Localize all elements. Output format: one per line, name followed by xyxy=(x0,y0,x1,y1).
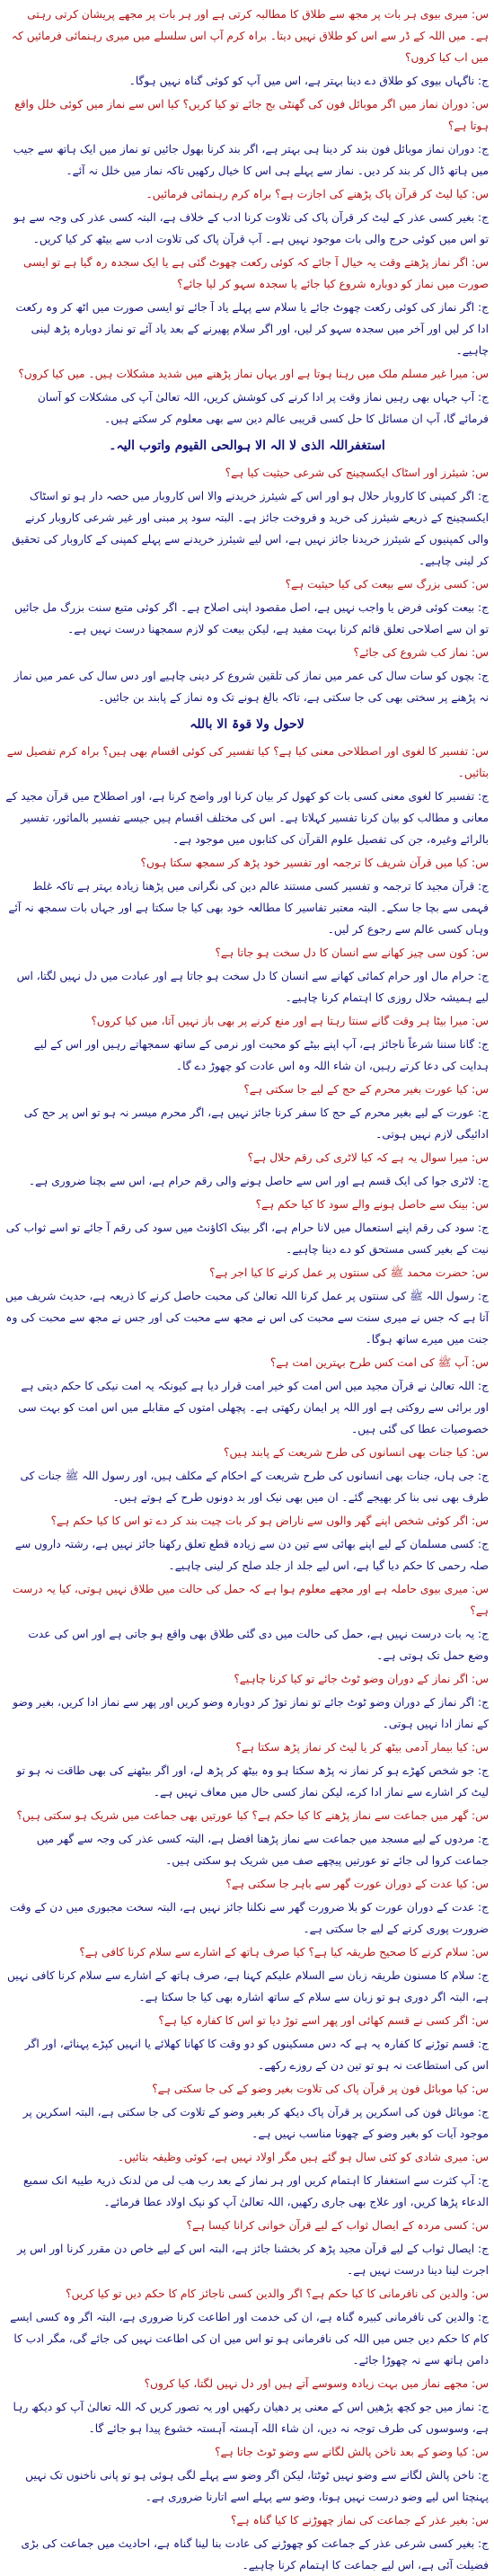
answer-text: ج: اگر نماز کی کوئی رکعت چھوٹ جائے یا سلام سے پہلے یاد آ جائے تو ایسی صورت میں اٹھ کر وہ رکعت ادا کر لیں اور آخر میں سجدہ سہو کر لیں، اور اگر سلام پھیرنے کے بعد یاد آئے تو نماز دوبارہ پڑھ لینی چاہیے۔ xyxy=(15,301,489,357)
answer-text: ج: تفسیر کا لغوی معنی کسی بات کو کھول کر بیان کرنا اور واضح کرنا ہے، اور اصطلاح میں قرآن مجید کے معانی و مطالب کو بیان کرنا تفسیر کہلاتا ہے۔ اس کی مختلف اقسام ہیں جیسے تفسیر بالماثور، تفسیر بالرائے وغیرہ، جن کی تفصیل علوم القرآن کی کتابوں میں موجود ہے۔ xyxy=(5,790,489,846)
answer-text: ج: بیعت کوئی فرض یا واجب نہیں ہے، اصل مقصود اپنی اصلاح ہے۔ اگر کوئی متبع سنت بزرگ مل جائیں تو ان سے اصلاحی تعلق قائم کرنا بہت مفید ہے، لیکن بیعت کو لازم سمجھنا درست نہیں ہے۔ xyxy=(14,601,489,635)
answer-text: ج: بغیر کسی شرعی عذر کے جماعت کو چھوڑنے کی عادت بنا لینا گناہ ہے، احادیث میں جماعت کی بڑی فضیلت آئی ہے، اس لیے جماعت کا اہتمام کرنا چاہیے۔ xyxy=(21,2537,489,2572)
question-text: س: کیا جنات بھی انسانوں کی طرح شریعت کے پابند ہیں؟ xyxy=(224,1446,489,1459)
question-text: س: والدین کی نافرمانی کا کیا حکم ہے؟ اگر والدین کسی ناجائز کام کا حکم دیں تو کیا کریں؟ xyxy=(66,2287,489,2300)
question-text: س: آپ ﷺ کی امت کس طرح بہترین امت ہے؟ xyxy=(269,1356,489,1369)
question-text: س: تفسیر کا لغوی اور اصطلاحی معنی کیا ہے؟ کیا تفسیر کی کوئی اقسام بھی ہیں؟ براہ کرم تفصیل سے بتائیں۔ xyxy=(6,745,489,779)
question-text: س: بغیر عذر کے جماعت کی نماز چھوڑنے کا کیا گناہ ہے؟ xyxy=(231,2514,489,2527)
question-text: س: میری بیوی حاملہ ہے اور مجھے معلوم ہوا ہے کہ حمل کی حالت میں طلاق نہیں ہوتی، کیا یہ درست ہے؟ xyxy=(13,1583,489,1617)
answer-text: ج: موبائل فون کی اسکرین پر قرآن پاک دیکھ کر بغیر وضو کے تلاوت کی جا سکتی ہے، البتہ اسکرین پر موجود آیات کو بغیر وضو کے چھونا مناسب نہیں ہے۔ xyxy=(22,2106,489,2140)
question-text: س: کیا موبائل فون پر قرآن پاک کی تلاوت بغیر وضو کے کی جا سکتی ہے؟ xyxy=(152,2083,489,2095)
answer-text: ج: سود کی رقم اپنے استعمال میں لانا حرام ہے، اگر بینک اکاؤنٹ میں سود کی رقم آ جائے تو اسے ثواب کی نیت کے بغیر کسی مستحق کو دے دینا چاہیے۔ xyxy=(5,1221,489,1256)
answer-text: ج: اللہ تعالیٰ نے قرآن مجید میں اس امت کو خیر امت قرار دیا ہے کیونکہ یہ امت نیکی کا حکم دیتی ہے اور برائی سے روکتی ہے اور اللہ پر ایمان رکھتی ہے۔ پچھلی امتوں کے مقابلے میں اس امت کو بہت سی خصوصیات عطا کی گئی ہیں۔ xyxy=(18,1380,489,1435)
answer-text: ج: قرآن مجید کا ترجمہ و تفسیر کسی مستند عالم دین کی نگرانی میں پڑھنا زیادہ بہتر ہے تاکہ غلط فہمی سے بچا جا سکے۔ البتہ معتبر تفاسیر کا مطالعہ خود بھی کیا جا سکتا ہے اور جہاں بات سمجھ نہ آئے وہاں کسی عالم سے رجوع کر لیں۔ xyxy=(8,880,489,936)
question-text: س: اگر کسی نے قسم کھائی اور پھر اسے توڑ دیا تو اس کا کفارہ کیا ہے؟ xyxy=(158,2014,489,2027)
question-text: س: میرا بیٹا ہر وقت گانے سنتا رہتا ہے اور منع کرنے پر بھی باز نہیں آتا، میں کیا کروں؟ xyxy=(91,1015,489,1027)
answer-text: ج: ایصال ثواب کے لیے قرآن مجید پڑھ کر بخشنا جائز ہے، البتہ اس کے لیے خاص دن مقرر کرنا اور اس پر اجرت لینا دینا درست نہیں ہے۔ xyxy=(17,2243,489,2277)
question-text: س: کیا عدت کے دوران عورت گھر سے باہر جا سکتی ہے؟ xyxy=(225,1878,489,1890)
answer-text: ج: جی ہاں، جنات بھی انسانوں کی طرح شریعت کے احکام کے مکلف ہیں، اور رسول اللہ ﷺ جنات کی طرف بھی نبی بنا کر بھیجے گئے۔ ان میں بھی نیک اور بد دونوں طرح کے ہوتے ہیں۔ xyxy=(20,1470,489,1504)
answer-text: ج: جو شخص کھڑے ہو کر نماز نہ پڑھ سکتا ہو وہ بیٹھ کر پڑھ لے، اور اگر بیٹھنے کی بھی طاقت نہ ہو تو لیٹ کر اشارے سے نماز ادا کرے، لیکن نماز کسی حال میں معاف نہیں ہے۔ xyxy=(16,1764,489,1799)
question-text: س: کیا بیمار آدمی بیٹھ کر یا لیٹ کر نماز پڑھ سکتا ہے؟ xyxy=(235,1741,489,1754)
answer-text: ج: حرام مال اور حرام کمائی کھانے سے انسان کا دل سخت ہو جاتا ہے اور عبادت میں دل نہیں لگتا، اس لیے ہمیشہ حلال روزی کا اہتمام کرنا چاہیے۔ xyxy=(16,970,489,1004)
question-text: س: کسی مردہ کے ایصال ثواب کے لیے قرآن خوانی کرانا کیسا ہے؟ xyxy=(186,2219,489,2232)
question-text: س: میری شادی کو کئی سال ہو گئے ہیں مگر اولاد نہیں ہے، کوئی وظیفہ بتائیں۔ xyxy=(118,2151,489,2163)
question-text: س: اگر نماز پڑھتے وقت یہ خیال آ جائے کہ کوئی رکعت چھوٹ گئی ہے یا ایک سجدہ رہ گیا ہے تو ایسی صورت میں نماز کو دوبارہ شروع کیا جائے یا سجدہ سہو کر لیا جائے؟ xyxy=(22,256,489,290)
answer-text: ج: عدت کے دوران عورت کو بلا ضرورت گھر سے نکلنا جائز نہیں ہے، البتہ سخت مجبوری میں دن کے وقت ضرورت پوری کرنے کے لیے جا سکتی ہے۔ xyxy=(9,1901,489,1935)
question-text: س: کیا عورت بغیر محرم کے حج کے لیے جا سکتی ہے؟ xyxy=(243,1083,489,1096)
answer-text: ج: آپ جہاں بھی رہیں نماز وقت پر ادا کرنے کی کوشش کریں، اللہ تعالیٰ آپ کی مشکلات کو آسان فرمائے گا، آپ ان مسائل کا حل کسی قریبی عالم دین سے بھی معلوم کر سکتے ہیں۔ xyxy=(37,391,489,425)
question-text: س: کسی بزرگ سے بیعت کی کیا حیثیت ہے؟ xyxy=(285,578,489,591)
question-text: س: دوران نماز میں اگر موبائل فون کی گھنٹی بج جائے تو کیا کریں؟ کیا اس سے نماز میں کوئی خلل واقع ہوتا ہے؟ xyxy=(14,98,489,132)
question-text: س: کیا میں قرآن شریف کا ترجمہ اور تفسیر خود پڑھ کر سمجھ سکتا ہوں؟ xyxy=(140,857,489,869)
question-text: س: گھر میں جماعت سے نماز پڑھنے کا کیا حکم ہے؟ کیا عورتیں بھی جماعت میں شریک ہو سکتی ہیں؟ xyxy=(16,1809,489,1822)
question-text: س: سلام کرنے کا صحیح طریقہ کیا ہے؟ کیا صرف ہاتھ کے اشارے سے سلام کرنا کافی ہے؟ xyxy=(79,1946,489,1959)
answer-text: ج: آپ کثرت سے استغفار کا اہتمام کریں اور ہر نماز کے بعد رب ھب لی من لدنک ذریۃ طیبۃ انک سمیع الدعاء پڑھا کریں، اور علاج بھی جاری رکھیں، اللہ تعالیٰ آپ کو نیک اولاد عطا فرمائے۔ xyxy=(22,2174,489,2208)
question-text: س: اگر کوئی شخص اپنے گھر والوں سے ناراض ہو کر بات چیت بند کر دے تو اس کا کیا حکم ہے؟ xyxy=(50,1515,489,1527)
section-heading: لاحول ولا قوۃ الا باللہ xyxy=(190,717,304,732)
question-text: س: شیئرز اور اسٹاک ایکسچینج کی شرعی حیثیت کیا ہے؟ xyxy=(225,466,489,479)
question-text: س: کیا لیٹ کر قرآن پاک پڑھنے کی اجازت ہے؟ براہ کرم رہنمائی فرمائیں۔ xyxy=(146,188,489,200)
question-text: س: اگر نماز کے دوران وضو ٹوٹ جائے تو کیا کرنا چاہیے؟ xyxy=(234,1673,489,1685)
answer-text: ج: والدین کی نافرمانی کبیرہ گناہ ہے، ان کی خدمت اور اطاعت کرنا ضروری ہے، البتہ اگر وہ کسی ایسے کام کا حکم دیں جس میں اللہ کی نافرمانی ہو تو اس میں ان کی اطاعت نہیں کی جائے گی، مگر ادب کا دامن ہاتھ سے نہ چھوڑا جائے۔ xyxy=(10,2311,489,2367)
answer-text: ج: یہ بات درست نہیں ہے، حمل کی حالت میں دی گئی طلاق بھی واقع ہو جاتی ہے اور اس کی عدت وضع حمل تک ہوتی ہے۔ xyxy=(28,1628,489,1662)
answer-text: ج: اگر کمپنی کا کاروبار حلال ہو اور اس کے شیئرز خریدنے والا اس کاروبار میں حصہ دار ہو تو اسٹاک ایکسچینج کے ذریعے شیئرز کی خرید و فروخت جائز ہے۔ البتہ سود پر مبنی اور غیر شرعی کاروبار کرنے والی کمپنیوں کے شیئرز خریدنا جائز نہیں ہے، اس لیے شیئرز خریدنے سے پہلے کمپنی کے کاروبار کی تحقیق کر لینی چاہیے۔ xyxy=(12,490,489,567)
answer-text: ج: رسول اللہ ﷺ کی سنتوں پر عمل کرنا اللہ تعالیٰ کی محبت حاصل کرنے کا ذریعہ ہے، حدیث شریف میں آتا ہے کہ جس نے میری سنت سے محبت کی اس نے مجھ سے محبت کی اور جس نے مجھ سے محبت کی وہ جنت میں میرے ساتھ ہوگا۔ xyxy=(5,1290,489,1346)
answer-text: ج: ناخن پالش لگانے سے وضو نہیں ٹوٹتا، لیکن اگر وضو سے پہلے لگی ہوئی ہو تو پانی ناخنوں تک نہیں پہنچتا اس لیے وضو درست نہیں ہوتا، وضو سے پہلے اسے اتارنا ضروری ہے۔ xyxy=(25,2469,489,2503)
answer-text: ج: کسی مسلمان کے لیے اپنے بھائی سے تین دن سے زیادہ قطع تعلق رکھنا جائز نہیں ہے، رشتہ داروں سے صلہ رحمی کا حکم دیا گیا ہے، اس لیے جلد از جلد صلح کر لینی چاہیے۔ xyxy=(14,1538,489,1572)
question-text: س: مجھے نماز میں بہت زیادہ وسوسے آتے ہیں اور دل نہیں لگتا، کیا کروں؟ xyxy=(144,2377,489,2390)
answer-text: ج: اگر نماز کے دوران وضو ٹوٹ جائے تو نماز توڑ کر دوبارہ وضو کریں اور پھر سے نماز ادا کریں، بغیر وضو کے نماز ادا نہیں ہوتی۔ xyxy=(13,1696,489,1730)
section-heading: استغفراللہ الذی لا الہ الا ہوالحی القیوم واتوب الیہ۔ xyxy=(109,439,385,453)
answer-text: ج: مردوں کے لیے مسجد میں جماعت سے نماز پڑھنا افضل ہے، البتہ کسی عذر کی وجہ سے گھر میں جماعت کروا لی جائے تو عورتیں پیچھے صف میں شریک ہو سکتی ہیں۔ xyxy=(36,1833,489,1867)
answer-text: ج: بغیر کسی عذر کے لیٹ کر قرآن پاک کی تلاوت کرنا ادب کے خلاف ہے، البتہ کسی عذر کی وجہ سے ہو تو اس میں کوئی حرج والی بات موجود نہیں ہے۔ آپ قرآن پاک کی تلاوت ادب سے بیٹھ کر کیا کریں۔ xyxy=(13,211,489,245)
answer-text: ج: نماز میں جو کچھ پڑھیں اس کے معنی پر دھیان رکھیں اور یہ تصور کریں کہ اللہ تعالیٰ آپ کو دیکھ رہا ہے، وسوسوں کی طرف توجہ نہ دیں، ان شاء اللہ آہستہ آہستہ خشوع پیدا ہو جائے گا۔ xyxy=(13,2401,489,2435)
question-text: س: کون سی چیز کھانے سے انسان کا دل سخت ہو جاتا ہے؟ xyxy=(215,946,489,959)
question-text: س: نماز کب شروع کی جائے؟ xyxy=(353,646,489,659)
question-text: س: میرا غیر مسلم ملک میں رہنا ہوتا ہے اور یہاں نماز پڑھنے میں شدید مشکلات ہیں۔ میں کیا کروں؟ xyxy=(18,368,489,380)
answer-text: ج: دوران نماز موبائل فون بند کر دینا ہی بہتر ہے، اگر بند کرنا بھول جائیں تو نماز میں ایک ہاتھ سے جیب میں ہاتھ ڈال کر بند کر دیں۔ نماز سے پہلے ہی اس کا خیال رکھیں تاکہ نماز میں خلل نہ آئے۔ xyxy=(13,143,489,177)
question-text: س: کیا وضو کے بعد ناخن پالش لگانے سے وضو ٹوٹ جاتا ہے؟ xyxy=(215,2446,489,2458)
answer-text: ج: قسم توڑنے کا کفارہ یہ ہے کہ دس مسکینوں کو دو وقت کا کھانا کھلائے یا انہیں کپڑے پہنائے، اور اگر اس کی استطاعت نہ ہو تو تین دن کے روزے رکھے۔ xyxy=(24,2038,489,2072)
question-text: س: حضرت محمد ﷺ کی سنتوں پر عمل کرنے کا کیا اجر ہے؟ xyxy=(209,1266,489,1279)
answer-text: ج: لاٹری جوا کی ایک قسم ہے اور اس سے حاصل ہونے والی رقم حرام ہے، اس سے بچنا ضروری ہے۔ xyxy=(28,1175,489,1187)
answer-text: ج: سلام کا مسنون طریقہ زبان سے السلام علیکم کہنا ہے، صرف ہاتھ کے اشارے سے سلام کرنا کافی نہیں ہے، البتہ اگر دوری ہو تو زبان سے سلام کے ساتھ اشارہ بھی کیا جا سکتا ہے۔ xyxy=(7,1969,489,2003)
answer-text: ج: عورت کے لیے بغیر محرم کے حج کا سفر کرنا جائز نہیں ہے، اگر محرم میسر نہ ہو تو اس پر حج کی ادائیگی لازم نہیں ہوتی۔ xyxy=(23,1106,489,1141)
question-text: س: میری بیوی ہر بات پر مجھ سے طلاق کا مطالبہ کرتی ہے اور ہر بات پر مجھے پریشان کرتی رہتی ہے۔ میں اللہ کے ڈر سے اس کو طلاق نہیں دیتا۔ براہ کرم آپ اس سلسلے میں میری رہنمائی فرمائیں کہ میں اب کیا کروں؟ xyxy=(11,8,489,64)
answer-text: ج: ناگہاں بیوی کو طلاق دے دینا بہتر ہے، اس میں آپ کو کوئی گناہ نہیں ہوگا۔ xyxy=(128,75,489,87)
answer-text: ج: بچوں کو سات سال کی عمر میں نماز کی تلقین شروع کر دینی چاہیے اور دس سال کی عمر میں نماز نہ پڑھنے پر سختی بھی کی جا سکتی ہے، تاکہ بالغ ہونے تک وہ نماز کے پابند بن جائیں۔ xyxy=(13,670,489,704)
question-text: س: میرا سوال یہ ہے کہ کیا لاٹری کی رقم حلال ہے؟ xyxy=(247,1151,489,1164)
answer-text: ج: گانا سننا شرعاً ناجائز ہے، آپ اپنے بیٹے کو محبت اور نرمی کے ساتھ سمجھاتے رہیں اور اس کے لیے ہدایت کی دعا کرتے رہیں، ان شاء اللہ وہ اس عادت کو چھوڑ دے گا۔ xyxy=(33,1038,489,1072)
question-text: س: بینک سے حاصل ہونے والے سود کا کیا حکم ہے؟ xyxy=(255,1198,489,1211)
